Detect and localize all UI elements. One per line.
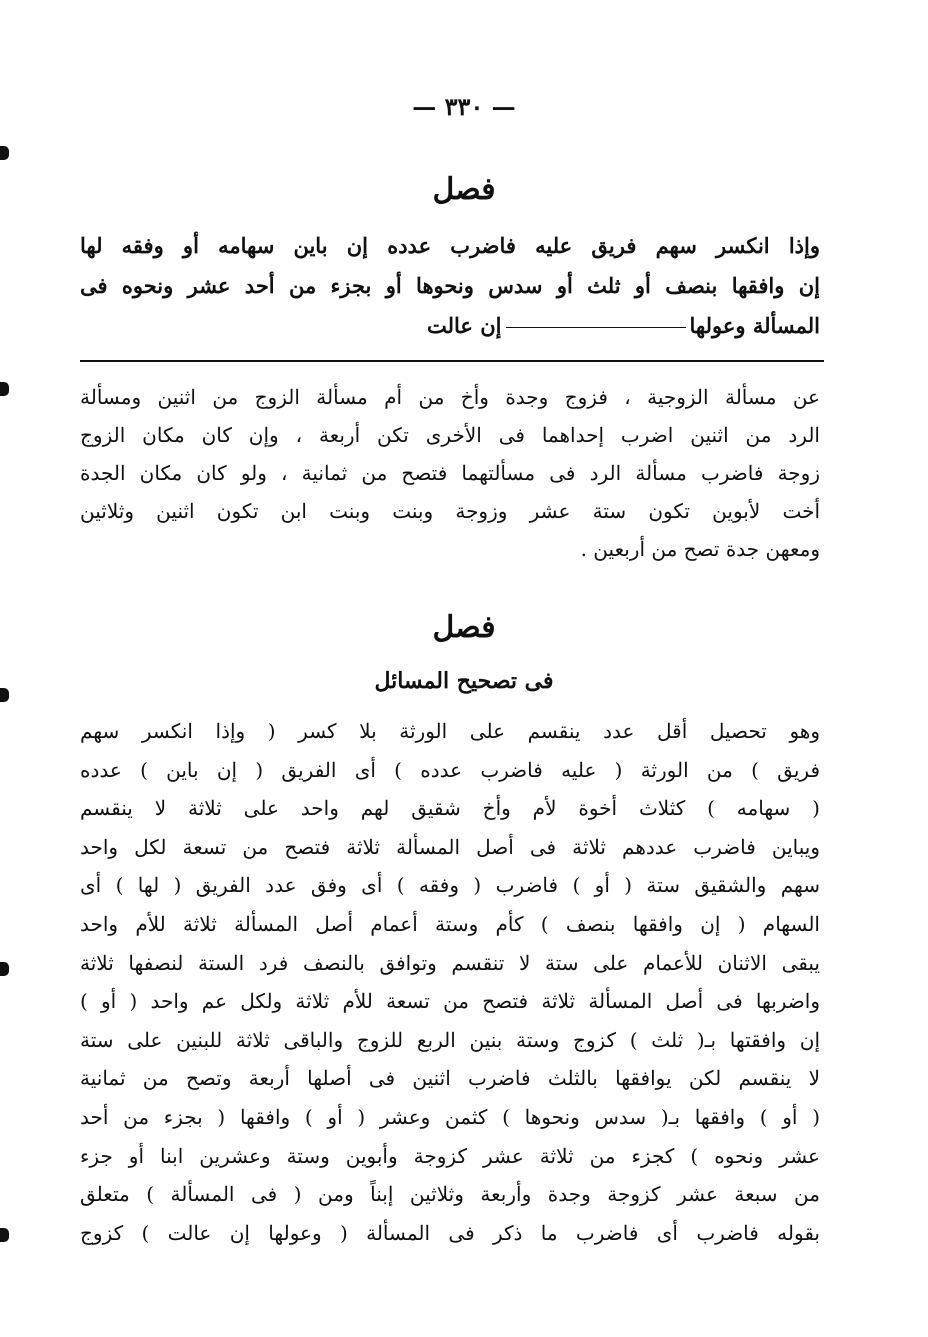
commentary-line: الرد من اثنين اضرب إحداهما فى الأخرى تكن أربعة ، وإن كان مكان الزوج (80, 423, 820, 447)
commentary-line: لا ينقسم لكن يوافقها بالثلث فاضرب اثنين فى أصلها أربعة وتصح من ثمانية (80, 1066, 820, 1091)
section-heading: فصل (432, 172, 496, 207)
section-subheading: فى تصحيح المسائل (374, 668, 554, 694)
binding-hole-mark (0, 688, 9, 702)
binding-hole-mark (0, 1228, 9, 1242)
commentary-text (80, 378, 820, 568)
matn-line-end: إن عالت (427, 313, 502, 338)
commentary-line: إن وافقتها بـ( ثلث ) كزوج وستة بنين الربع للزوج والباقى ثلاثة للبنين على ستة (80, 1027, 820, 1052)
page-number: — ٣٣٠ — (412, 92, 516, 121)
commentary-line: ومعهن جدة تصح من أربعين . (580, 537, 820, 561)
commentary-line: يبقى الاثنان للأعمام على ستة لا تنقسم وتوافق بالنصف فرد الستة لنصفها ثلاثة (80, 950, 820, 975)
matn-line-start: المسألة وعولها (689, 313, 820, 338)
binding-hole-mark (0, 146, 9, 160)
commentary-line: السهام ( إن وافقها بنصف ) كأم وستة أعمام أصل المسألة ثلاثة للأم واحد (80, 911, 820, 936)
elision-dash (506, 327, 686, 328)
commentary-line: زوجة فاضرب مسألة الرد فى مسألتهما فتصح من ثمانية ، ولو كان مكان الجدة (80, 461, 820, 485)
matn-line (80, 306, 820, 346)
commentary-line: ( سهامه ) كثلاث أخوة لأم وأخ شقيق لهم واحد على ثلاثة لا ينقسم (80, 796, 820, 821)
matn-line: إن وافقها بنصف أو ثلث أو سدس ونحوها أو بجزء من أحد عشر ونحوه فى (80, 273, 820, 298)
commentary-line: بقوله فاضرب أى فاضرب ما ذكر فى المسألة ( وعولها إن عالت ) كزوج (80, 1220, 820, 1245)
separator-rule (80, 360, 824, 362)
commentary-line: واضربها فى أصل المسألة ثلاثة فتصح من تسعة للأم ثلاثة ولكل عم واحد ( أو ) (80, 989, 820, 1014)
commentary-line: عشر ونحوه ) كجزء من ثلاثة عشر كزوجة وأبوين وستة وعشرين ابنا أو جزء (80, 1143, 820, 1168)
commentary-text (80, 712, 820, 1252)
commentary-line: ( أو ) وافقها بـ( سدس ونحوها ) كثمن وعشر ( أو ) وافقها ( بجزء من أحد (80, 1104, 820, 1129)
commentary-line: ويباين فاضرب عددهم ثلاثة فى أصل المسألة ثلاثة فتصح من تسعة لكل واحد (80, 834, 820, 859)
commentary-line: وهو تحصيل أقل عدد ينقسم على الورثة بلا كسر ( وإذا انكسر سهم (80, 719, 820, 743)
matn-line: وإذا انكسر سهم فريق عليه فاضرب عدده إن باين سهامه أو وفقه لها (80, 233, 820, 258)
commentary-line: سهم والشقيق ستة ( أو ) فاضرب ( وفقه ) أى وفق عدد الفريق ( لها ) أى (80, 873, 820, 898)
binding-hole-mark (0, 382, 9, 396)
commentary-line: عن مسألة الزوجية ، فزوج وجدة وأخ من أم مسألة الزوج من اثنين ومسألة (80, 385, 820, 409)
binding-hole-mark (0, 962, 9, 976)
commentary-line: من سبعة عشر كزوجة وجدة وأربعة وثلاثين إبناً ومن ( فى المسألة ) متعلق (80, 1182, 820, 1207)
section-heading: فصل (432, 610, 496, 645)
commentary-line: فريق ) من الورثة ( عليه فاضرب عدده ) أى الفريق ( إن باين ) عدده (80, 757, 820, 782)
commentary-line: أخت لأبوين تكون ستة عشر وزوجة وبنت وبنت ابن تكون اثنين وثلاثين (80, 499, 820, 523)
matn-text (80, 226, 820, 346)
